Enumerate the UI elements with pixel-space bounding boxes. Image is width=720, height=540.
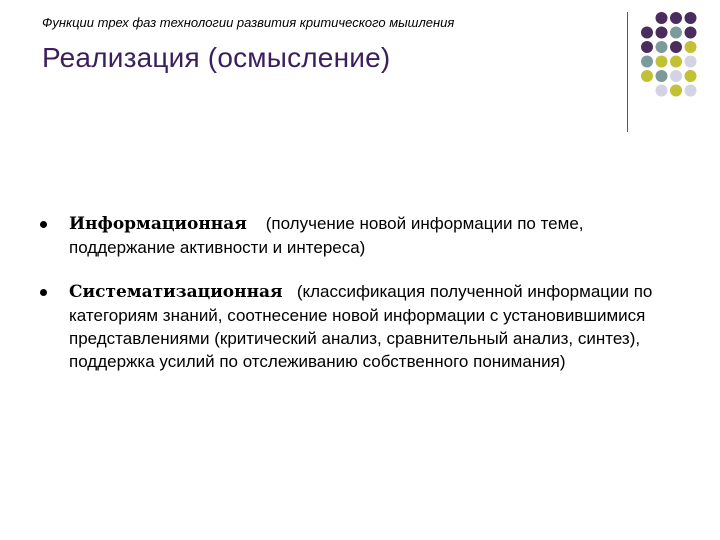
decorative-dot: [685, 41, 697, 53]
decorative-dot: [670, 12, 682, 24]
bullet-list: [40, 212, 680, 394]
decorative-dot: [641, 56, 653, 68]
decorative-dot: [656, 85, 668, 97]
decorative-dot: [641, 27, 653, 39]
slide-subtitle: Функции трех фаз технологии развития критического мышления: [42, 15, 455, 30]
decorative-dot: [670, 85, 682, 97]
decorative-dot: [656, 12, 668, 24]
decorative-dot: [656, 70, 668, 82]
bullet-space: [287, 282, 292, 301]
slide-title: Реализация (осмысление): [42, 42, 391, 73]
decorative-dot: [685, 56, 697, 68]
decorative-dot: [685, 12, 697, 24]
bullet-item-informational: [40, 212, 680, 259]
bullet-item-systematization: [40, 280, 680, 373]
decorative-dot: [641, 70, 653, 82]
decorative-dot: [656, 27, 668, 39]
decorative-dot: [656, 41, 668, 53]
decorative-dot: [670, 41, 682, 53]
bullet-dot-icon: [40, 221, 47, 228]
bullet-term: Систематизационная: [69, 282, 283, 302]
bullet-term: Информационная: [69, 214, 247, 234]
decorative-dot-grid: [639, 9, 719, 119]
decorative-dot: [685, 85, 697, 97]
bullet-text: (классификация полученной информации по категориям знаний, соотнесение новой информации с установившимися представлениями (критический анализ, сравнительный анализ, синтез), поддержка усилий по отслеживанию собственного понимания): [69, 282, 653, 371]
bullet-dot-icon: [40, 289, 47, 296]
decorative-dot: [670, 70, 682, 82]
bullet-space: [252, 214, 261, 233]
decorative-dot: [670, 27, 682, 39]
decorative-dot: [656, 56, 668, 68]
decorative-dot: [670, 56, 682, 68]
decorative-dot: [685, 27, 697, 39]
divider-line: [627, 12, 628, 132]
decorative-dot: [685, 70, 697, 82]
decorative-dot: [641, 41, 653, 53]
bullet-text: (получение новой информации по теме, поддержание активности и интереса): [69, 214, 584, 257]
